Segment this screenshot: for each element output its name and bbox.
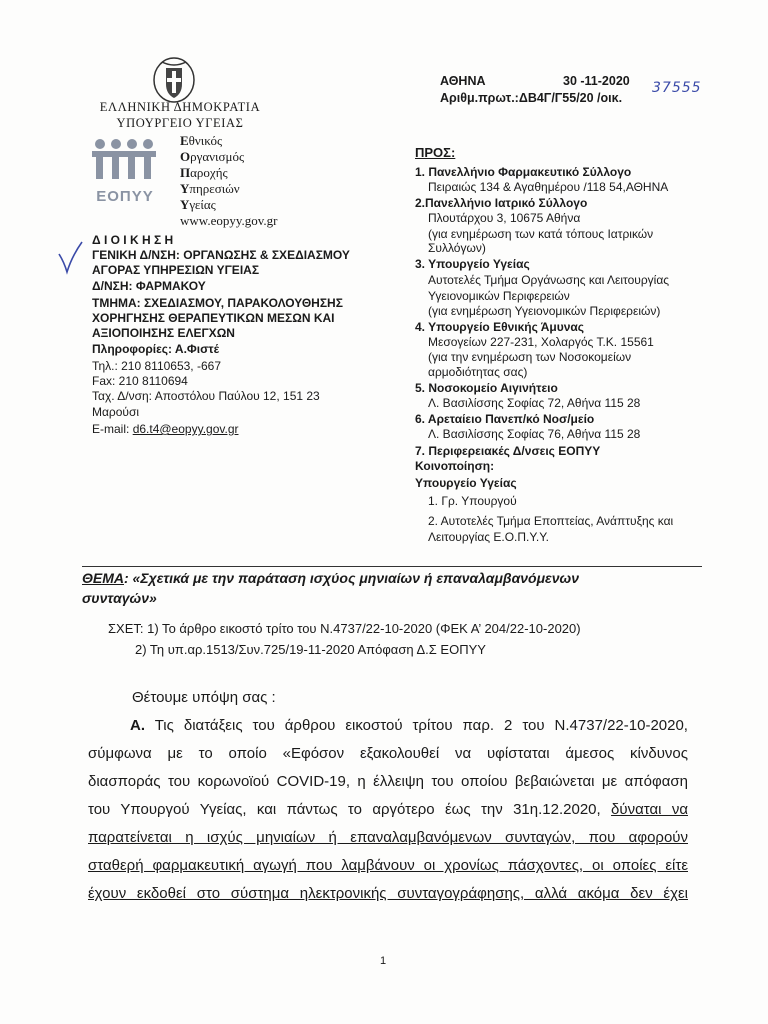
telephone: Τηλ.: 210 8110653, -667	[92, 359, 221, 373]
country-name: ΕΛΛΗΝΙΚΗ ΔΗΜΟΚΡΑΤΙΑ	[99, 100, 261, 114]
recipient-detail: (για ενημέρωση των κατά τόπους Ιατρικών	[428, 227, 654, 241]
body-line-4: του Υπουργού Υγείας, και πάντως το αργότερο έως την 31η.12.2020, δύναται να	[88, 801, 688, 818]
admin-line-5: ΤΜΗΜΑ: ΣΧΕΔΙΑΣΜΟΥ, ΠΑΡΑΚΟΛΟΥΘΗΣΗΣ	[92, 296, 343, 310]
recipient-detail: Συλλόγων)	[428, 241, 486, 255]
reference-1: ΣΧΕΤ: 1) Το άρθρο εικοστό τρίτο του Ν.4737/22-10-2020 (ΦΕΚ Α’ 204/22-10-2020)	[108, 621, 581, 636]
org-line-3: Παροχής	[180, 165, 228, 180]
recipient-detail: Αυτοτελές Τμήμα Οργάνωσης και Λειτουργίας	[428, 273, 670, 287]
org-line-2: Οργανισμός	[180, 149, 245, 164]
recipient-name: 3. Υπουργείο Υγείας	[415, 257, 530, 271]
body-line-5: παρατείνεται η ισχύς μηνιαίων ή επαναλαμβανόμενων συνταγών, που αφορούν	[88, 829, 688, 846]
subject-rule	[82, 566, 702, 567]
recipient-detail: Μεσογείων 227-231, Χολαργός Τ.Κ. 15561	[428, 335, 654, 349]
admin-line-1: Δ Ι Ο Ι Κ Η Σ Η	[92, 233, 174, 247]
recipient-name: 4. Υπουργείο Εθνικής Άμυνας	[415, 320, 585, 334]
recipient-detail: Υγειονομικών Περιφερειών	[428, 289, 570, 303]
admin-line-7: ΑΞΙΟΠΟΙΗΣΗΣ ΕΛΕΓΧΩΝ	[92, 326, 235, 340]
admin-line-3: ΑΓΟΡΑΣ ΥΠΗΡΕΣΙΩΝ ΥΓΕΙΑΣ	[92, 263, 260, 277]
page-number: 1	[380, 955, 387, 967]
recipient-detail: 1. Γρ. Υπουργού	[428, 494, 517, 508]
recipients-heading: ΠΡΟΣ:	[415, 145, 456, 160]
org-line-4: Υπηρεσιών	[180, 181, 240, 196]
admin-line-2: ΓΕΝΙΚΗ Δ/ΝΣΗ: ΟΡΓΑΝΩΣΗΣ & ΣΧΕΔΙΑΣΜΟΥ	[92, 248, 350, 262]
recipient-detail: (για ενημέρωση Υγειονομικών Περιφερειών)	[428, 304, 661, 318]
recipient-detail: Πλουτάρχου 3, 10675 Αθήνα	[428, 211, 581, 225]
body-line-6: σταθερή φαρμακευτική αγωγή που λαμβάνουν οι χρονίως πάσχοντες, οι οποίες είτε	[88, 857, 688, 874]
recipient-name: 6. Αρεταίειο Πανεπ/κό Νοσ/μείο	[415, 412, 595, 426]
recipient-detail: 2. Αυτοτελές Τμήμα Εποπτείας, Ανάπτυξης και	[428, 514, 674, 528]
subject-line-1: ΘΕΜΑ: «Σχετικά με την παράταση ισχύος μηνιαίων ή επαναλαμβανόμενων	[82, 570, 579, 586]
logo-caption: ΕΟΠΥΥ	[96, 188, 154, 205]
checkmark-icon	[56, 240, 84, 276]
fax: Fax: 210 8110694	[92, 374, 188, 388]
contact-person: Πληροφορίες: Α.Φιστέ	[92, 342, 220, 356]
protocol-number: Αριθμ.πρωτ.:ΔΒ4Γ/Γ55/20 /οικ.	[440, 91, 623, 105]
city: ΑΘΗΝΑ	[440, 74, 486, 88]
recipient-name: Υπουργείο Υγείας	[415, 476, 517, 490]
recipient-detail: Λ. Βασιλίσσης Σοφίας 72, Αθήνα 115 28	[428, 396, 641, 410]
body-intro: Θέτουμε υπόψη σας :	[132, 689, 276, 706]
body-line-7: έχουν εκδοθεί στο σύστημα ηλεκτρονικής συνταγογράφησης, αλλά ακόμα δεν έχει	[88, 885, 688, 902]
recipient-detail: Πειραιώς 134 & Αγαθημέρου /118 54,ΑΘΗΝΑ	[428, 180, 669, 194]
email-link[interactable]: d6.t4@eopyy.gov.gr	[132, 422, 239, 436]
email-row: E-mail: d6.t4@eopyy.gov.gr	[92, 422, 239, 436]
recipient-name: 2.Πανελλήνιο Ιατρικό Σύλλογο	[415, 196, 588, 210]
recipient-name: 7. Περιφερειακές Δ/νσεις ΕΟΠΥΥ	[415, 444, 601, 458]
body-line-2: σύμφωνα με το οποίο «Εφόσον εξακολουθεί να υφίσταται άμεσος κίνδυνος	[88, 745, 688, 762]
document-date: 30 -11-2020	[563, 74, 630, 88]
admin-line-6: ΧΟΡΗΓΗΣΗΣ ΘΕΡΑΠΕΥΤΙΚΩΝ ΜΕΣΩΝ ΚΑΙ	[92, 311, 335, 325]
org-line-1: Εθνικός	[180, 133, 223, 148]
recipient-name: 1. Πανελλήνιο Φαρμακευτικό Σύλλογο	[415, 165, 632, 179]
recipient-detail: αρμοδιότητας σας)	[428, 365, 528, 379]
body-line-3: διασποράς του κορωνοϊού COVID-19, η έλλειψη του οποίου βεβαιώνεται με απόφαση	[88, 773, 688, 790]
org-line-5: Υγείας	[180, 197, 216, 212]
admin-line-4: Δ/ΝΣΗ: ΦΑΡΜΑΚΟΥ	[92, 279, 206, 293]
ministry-name: ΥΠΟΥΡΓΕΙΟ ΥΓΕΙΑΣ	[116, 116, 244, 130]
recipient-detail: Λειτουργίας Ε.Ο.Π.Υ.Υ.	[428, 530, 549, 544]
recipient-detail: (για την ενημέρωση των Νοσοκομείων	[428, 350, 632, 364]
recipient-name: 5. Νοσοκομείο Αιγινήτειο	[415, 381, 558, 395]
website: www.eopyy.gov.gr	[180, 213, 278, 228]
handwritten-number: 37555	[652, 80, 702, 96]
subject-line-2: συνταγών»	[82, 590, 157, 606]
recipient-detail: Λ. Βασιλίσσης Σοφίας 76, Αθήνα 115 28	[428, 427, 641, 441]
postal-address-city: Μαρούσι	[92, 405, 140, 419]
recipient-name: Κοινοποίηση:	[415, 459, 495, 473]
postal-address: Ταχ. Δ/νση: Αποστόλου Παύλου 12, 151 23	[92, 389, 320, 403]
body-line-1: Α. Τις διατάξεις του άρθρου εικοστού τρίτου παρ. 2 του Ν.4737/22-10-2020,	[130, 717, 688, 734]
reference-2: 2) Τη υπ.αρ.1513/Συν.725/19-11-2020 Απόφαση Δ.Σ ΕΟΠΥΥ	[135, 642, 486, 657]
coat-of-arms-icon	[152, 54, 196, 104]
